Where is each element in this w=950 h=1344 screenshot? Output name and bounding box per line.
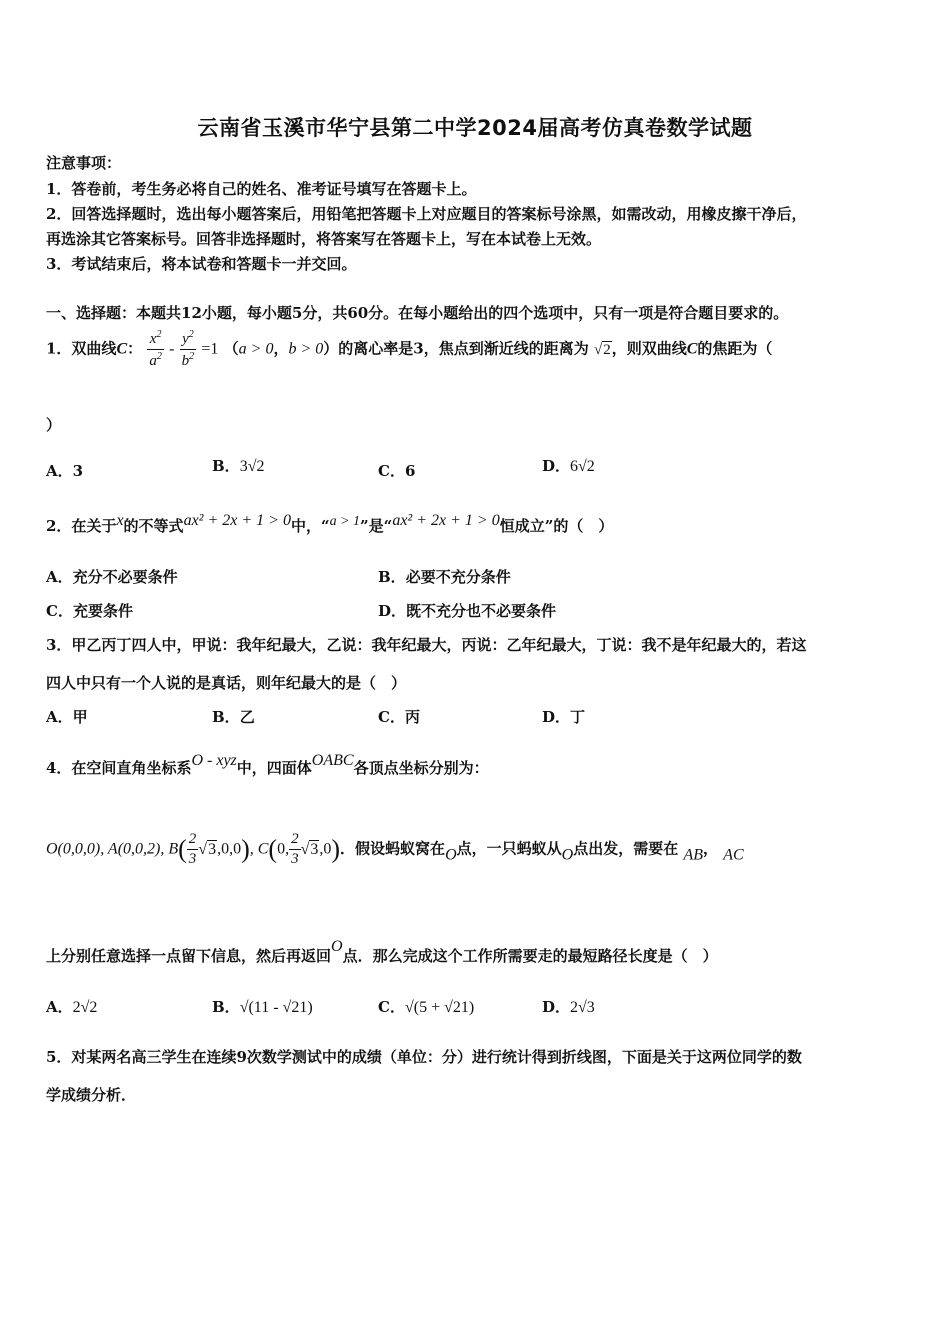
q4-text5: 点出发，需要在: [573, 839, 679, 858]
q4-line3a: 上分别任意选择一点留下信息，然后再返回: [46, 947, 332, 965]
note-item-2-cont: 再选涂其它答案标号。回答非选择题时，将答案写在答题卡上，写在本试卷上无效。: [46, 230, 602, 248]
notes-heading: 注意事项：: [46, 154, 122, 172]
q2-option-b[interactable]: B．必要不充分条件: [378, 568, 511, 586]
q1-option-d[interactable]: D．6√2: [542, 457, 595, 475]
question-1: 1．双曲线C： $\frac{x^2}{a^2}$ - $\frac{y^2}{b^2}$ =1 （a > 0，b > 0）的离心率是3，焦点到渐近线的距离为 √2，则双曲线C的焦距为（: [46, 329, 773, 369]
q4-option-c[interactable]: C．√(5 + √21): [378, 998, 475, 1016]
q4-prefix: 4．在空间直角坐标系: [46, 759, 192, 777]
q3-line2: 四人中只有一个人说的是真话，则年纪最大的是（ ）: [46, 674, 407, 692]
q1-sqrt2: √2: [593, 341, 611, 358]
q4-coords-c: , C: [249, 840, 269, 858]
q3-option-c[interactable]: C．丙: [378, 708, 420, 726]
q1-text2: ，则双曲线: [611, 339, 687, 358]
q4-o-3: O: [331, 938, 343, 955]
q2-text3: ”是“: [360, 517, 393, 535]
q1-frac-x: $\frac{x^2}{a^2}$: [149, 329, 162, 369]
q2-condition: a > 1: [329, 514, 361, 529]
q2-text4: 恒成立”的（ ）: [499, 517, 614, 535]
q1-paren-open: （: [223, 339, 239, 358]
q2-option-c[interactable]: C．充要条件: [46, 602, 133, 620]
q3-line1: 3．甲乙丙丁四人中，甲说：我年纪最大，乙说：我年纪最大，丙说：乙年纪最大，丁说：我不是年纪最大的，若这: [46, 636, 807, 654]
q4-text3: ．假设蚂蚁窝在: [340, 839, 446, 858]
q2-text1: 的不等式: [123, 517, 184, 535]
note-item-1: 1．答卷前，考生务必将自己的姓名、准考证号填写在答题卡上。: [46, 180, 477, 198]
q1-var-c: C: [116, 340, 128, 358]
q3-option-a[interactable]: A．甲: [46, 708, 88, 726]
q2-option-d[interactable]: D．既不充分也不必要条件: [378, 602, 557, 620]
q4-line2: O(0,0,0), A(0,0,2), B( $\frac{2}{3}$ √3,0,0), C(0, $\frac{2}{3}$ √3,0)．假设蚂蚁窝在O点，一只蚂蚁从O点出发，需要在 AB， AC: [46, 831, 744, 867]
q1-text3: 的焦距为（: [697, 339, 773, 358]
note-item-2: 2．回答选择题时，选出每小题答案后，用铅笔把答题卡上对应题目的答案标号涂黑，如需改动，用橡皮擦干净后，: [46, 205, 807, 223]
q4-o-2: O: [561, 846, 574, 864]
q4-tetrahedron: OABC: [311, 752, 354, 769]
q4-comma: ，: [703, 839, 719, 858]
q4-text2: 各顶点坐标分别为：: [353, 759, 489, 777]
q2-var-x: x: [116, 512, 124, 529]
q5-line2: 学成绩分析．: [46, 1086, 137, 1104]
q4-text4: 点，一只蚂蚁从: [456, 839, 562, 858]
q1-option-b[interactable]: B．3√2: [212, 457, 265, 475]
section-heading: 一、选择题：本题共12小题，每小题5分，共60分。在每小题给出的四个选项中，只有一项是符合题目要求的。: [46, 304, 789, 322]
q1-a-condition: a > 0: [238, 340, 274, 358]
q4-option-a[interactable]: A．2√2: [46, 998, 98, 1016]
note-item-3: 3．考试结束后，将本试卷和答题卡一并交回。: [46, 255, 357, 273]
q1-sep: ，: [273, 339, 289, 358]
q4-line3: [46, 938, 718, 966]
q4-coords-oab: O(0,0,0), A(0,0,2), B: [46, 840, 179, 858]
q2-inequality: ax² + 2x + 1 > 0: [183, 512, 291, 529]
q3-option-d[interactable]: D．丁: [542, 708, 586, 726]
q4-o-1: O: [445, 846, 457, 864]
q3-option-b[interactable]: B．乙: [212, 708, 255, 726]
q5-line1: 5．对某两名高三学生在连续9次数学测试中的成绩（单位：分）进行统计得到折线图，下面是关于这两位同学的数: [46, 1048, 802, 1066]
question-2: [46, 512, 613, 536]
q1-colon: ：: [127, 339, 143, 358]
q4-coord-system: O - xyz: [191, 752, 237, 769]
q4-line3b: 点．那么完成这个工作所需要走的最短路径长度是（ ）: [342, 947, 718, 965]
q1-frac-y: $\frac{y^2}{b^2}$: [181, 329, 195, 369]
q1-prefix: 1．双曲线: [46, 339, 117, 358]
q1-option-a[interactable]: A．3: [46, 462, 84, 480]
q4-text1: 中，四面体: [236, 759, 312, 777]
q1-close-paren: ）: [46, 416, 62, 434]
q4-option-b[interactable]: B．√(11 - √21): [212, 998, 313, 1016]
q1-text1: ）的离心率是3，焦点到渐近线的距离为: [323, 339, 589, 358]
q2-inequality-2: ax² + 2x + 1 > 0: [392, 512, 500, 529]
q1-var-c-2: C: [686, 340, 698, 358]
q2-prefix: 2．在关于: [46, 517, 117, 535]
q1-option-c[interactable]: C．6: [378, 462, 416, 480]
q4-ab: AB: [683, 846, 703, 864]
q4-ac: AC: [723, 846, 744, 864]
q4-option-d[interactable]: D．2√3: [542, 998, 595, 1016]
q2-option-a[interactable]: A．充分不必要条件: [46, 568, 178, 586]
q4-line1: [46, 752, 489, 778]
q1-b-condition: b > 0: [288, 340, 324, 358]
page-title: 云南省玉溪市华宁县第二中学2024届高考仿真卷数学试题: [197, 116, 753, 140]
q2-text2: 中，“: [290, 517, 330, 535]
